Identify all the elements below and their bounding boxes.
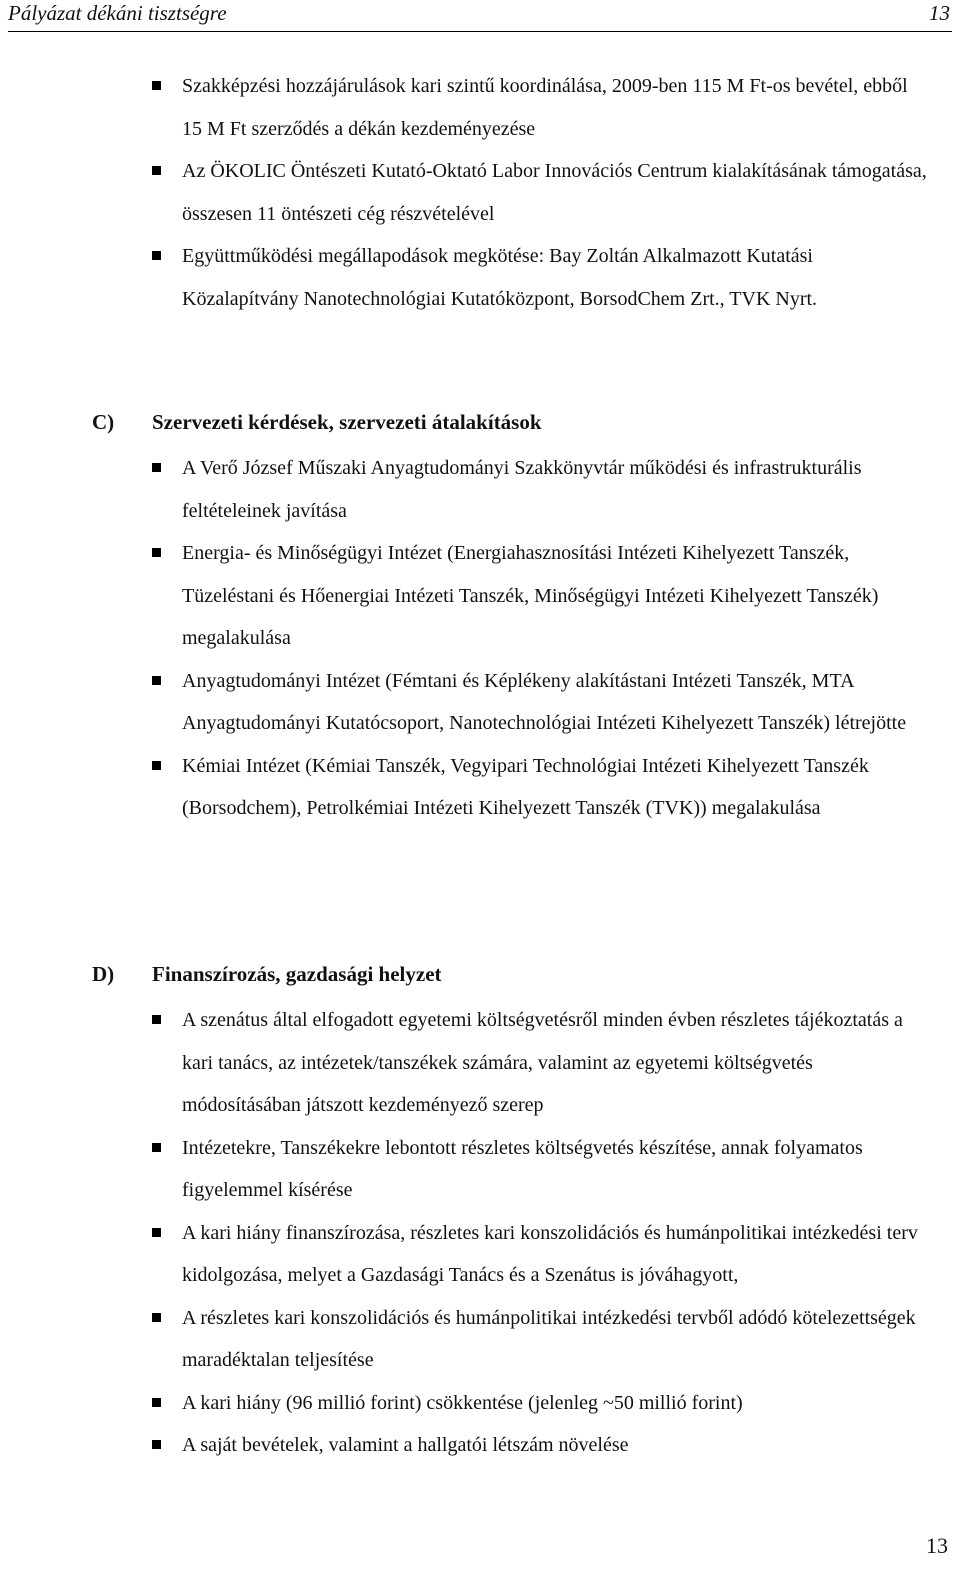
square-bullet-icon <box>152 548 161 557</box>
square-bullet-icon <box>152 1015 161 1024</box>
list-item-text: A részletes kari konszolidációs és humánpolitikai intézkedési tervből adódó kötelezettségek maradéktalan teljesítése <box>182 1306 916 1371</box>
list-item <box>182 1127 932 1212</box>
list-item <box>182 745 932 830</box>
square-bullet-icon <box>152 1398 161 1407</box>
list-item <box>182 1297 932 1382</box>
list-item-text: A saját bevételek, valamint a hallgatói létszám növelése <box>182 1434 629 1456</box>
section-c-title: Szervezeti kérdések, szervezeti átalakítások <box>152 410 542 434</box>
list-item <box>182 1382 932 1425</box>
footer-page-number: 13 <box>926 1533 948 1558</box>
section-d-title: Finanszírozás, gazdasági helyzet <box>152 962 442 986</box>
square-bullet-icon <box>152 463 161 472</box>
page-header <box>8 0 952 32</box>
list-item-text: Az ÖKOLIC Öntészeti Kutató-Oktató Labor Innovációs Centrum kialakításának támogatása, összesen 11 öntészeti cég részvételével <box>182 160 927 225</box>
list-item-text: Intézetekre, Tanszékekre lebontott részletes költségvetés készítése, annak folyamatos figyelemmel kísérése <box>182 1136 863 1201</box>
square-bullet-icon <box>152 251 161 260</box>
list-item-text: A Verő József Műszaki Anyagtudományi Szakkönyvtár működési és infrastrukturális feltételeinek javítása <box>182 457 862 522</box>
square-bullet-icon <box>152 166 161 175</box>
list-item <box>182 150 932 235</box>
list-item-text: Anyagtudományi Intézet (Fémtani és Képlékeny alakítástani Intézeti Tanszék, MTA Anyagtudományi Kutatócsoport, Nanotechnológiai Intézeti Kihelyezett Tanszék) létrejötte <box>182 669 907 734</box>
header-page-number: 13 <box>929 1 950 25</box>
list-item <box>182 532 932 660</box>
list-item <box>182 999 932 1127</box>
header-title: Pályázat dékáni tisztségre <box>8 1 227 25</box>
list-item-text: Kémiai Intézet (Kémiai Tanszék, Vegyipari Technológiai Intézeti Kihelyezett Tanszék (Borsodchem), Petrolkémiai Intézeti Kihelyezett Tanszék (TVK)) megalakulása <box>182 754 869 819</box>
list-item <box>182 65 932 150</box>
list-item-text: Energia- és Minőségügyi Intézet (Energiahasznosítási Intézeti Kihelyezett Tanszék, Tüzeléstani és Hőenergiai Intézeti Tanszék, Minőségügyi Intézeti Kihelyezett Tanszék) megalakulása <box>182 542 879 649</box>
list-item-text: Együttműködési megállapodások megkötése: Bay Zoltán Alkalmazott Kutatási Közalapítvány Nanotechnológiai Kutatóközpont, BorsodChem Zrt., TVK Nyrt. <box>182 245 818 310</box>
intro-list <box>182 65 932 320</box>
square-bullet-icon <box>152 676 161 685</box>
square-bullet-icon <box>152 81 161 90</box>
list-item-text: Szakképzési hozzájárulások kari szintű koordinálása, 2009-ben 115 M Ft-os bevétel, ebből 15 M Ft szerződés a dékán kezdeményezése <box>182 75 908 140</box>
section-d-list <box>182 999 932 1467</box>
square-bullet-icon <box>152 761 161 770</box>
square-bullet-icon <box>152 1228 161 1237</box>
list-item <box>182 660 932 745</box>
list-item-text: A kari hiány finanszírozása, részletes kari konszolidációs és humánpolitikai intézkedési terv kidolgozása, melyet a Gazdasági Tanács és a Szenátus is jóváhagyott, <box>182 1221 918 1286</box>
section-d-letter: D) <box>92 962 115 986</box>
list-item <box>182 447 932 532</box>
square-bullet-icon <box>152 1313 161 1322</box>
square-bullet-icon <box>152 1440 161 1449</box>
list-item-text: A kari hiány (96 millió forint) csökkentése (jelenleg ~50 millió forint) <box>182 1391 743 1414</box>
list-item <box>182 235 932 320</box>
section-c-list <box>182 447 932 830</box>
list-item <box>182 1212 932 1297</box>
list-item <box>182 1424 932 1467</box>
square-bullet-icon <box>152 1143 161 1152</box>
section-c-letter: C) <box>92 410 115 434</box>
list-item-text: A szenátus által elfogadott egyetemi költségvetésről minden évben részletes tájékoztatás a kari tanács, az intézetek/tanszékek számára, valamint az egyetemi költségvetés módosításában játszott kezdeményező szerep <box>182 1009 903 1116</box>
